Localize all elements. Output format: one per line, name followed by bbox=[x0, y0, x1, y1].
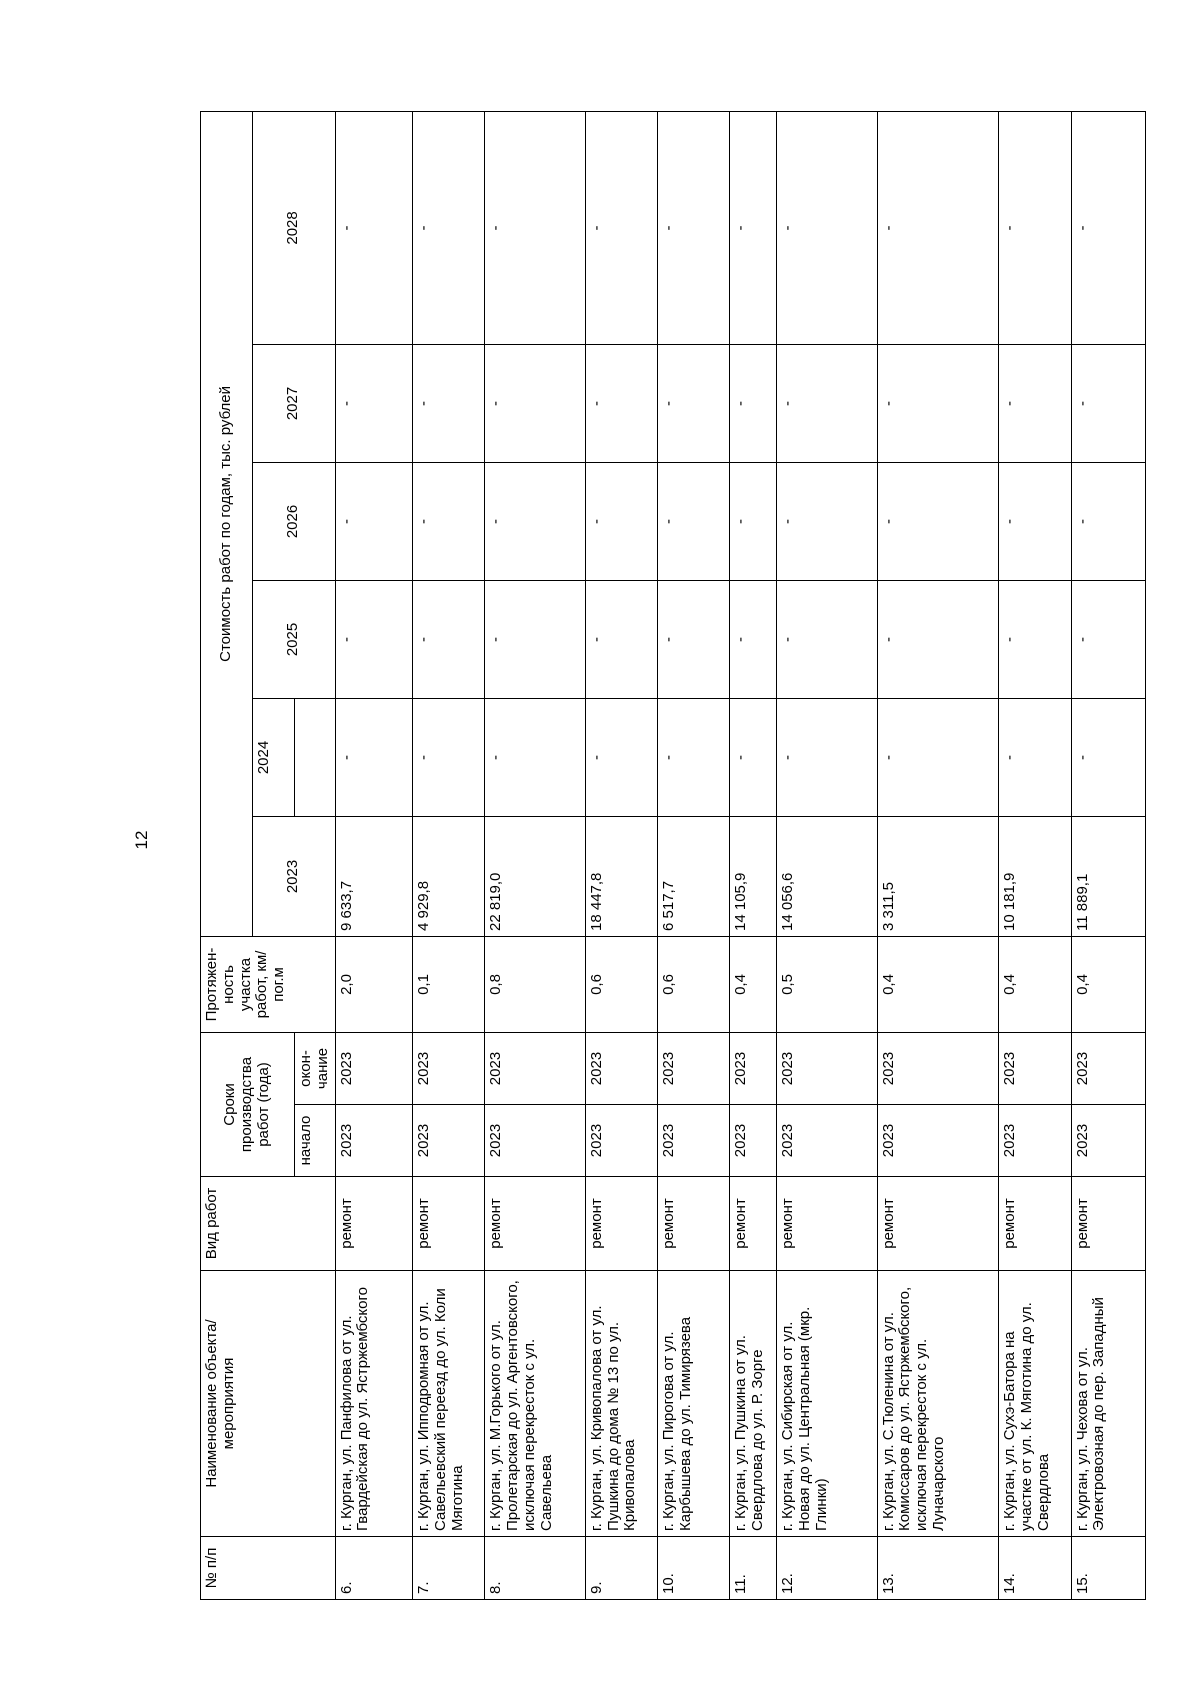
section-length: 0,4 bbox=[1071, 936, 1145, 1032]
section-length: 0,4 bbox=[730, 936, 777, 1032]
table-row bbox=[335, 111, 413, 1599]
cost-2027: - bbox=[657, 344, 729, 462]
cost-2024: - bbox=[485, 698, 585, 816]
work-type: ремонт bbox=[335, 1177, 413, 1271]
cost-2026: - bbox=[777, 462, 877, 580]
cost-2024: - bbox=[777, 698, 877, 816]
header-cost: Стоимость работ по годам, тыс. рублей bbox=[201, 111, 253, 936]
cost-2028: - bbox=[730, 111, 777, 344]
start-year: 2023 bbox=[1071, 1105, 1145, 1177]
row-number: 10. bbox=[657, 1537, 729, 1600]
cost-2025: - bbox=[485, 580, 585, 698]
cost-2025: - bbox=[335, 580, 413, 698]
object-name: г. Курган, ул. С.Тюленина от ул. Комиссаров до ул. Ястржембского, исключая перекресток с ул. Луначарского bbox=[877, 1271, 999, 1537]
header-num: № п/п bbox=[201, 1537, 336, 1600]
header-year-2025: 2025 bbox=[253, 580, 336, 698]
header-year-2026: 2026 bbox=[253, 462, 336, 580]
cost-2027: - bbox=[585, 344, 657, 462]
cost-2027: - bbox=[777, 344, 877, 462]
cost-2027: - bbox=[335, 344, 413, 462]
cost-2026: - bbox=[1071, 462, 1145, 580]
cost-2023: 6 517,7 bbox=[657, 816, 729, 936]
table-row bbox=[485, 111, 585, 1599]
work-type: ремонт bbox=[485, 1177, 585, 1271]
row-number: 7. bbox=[413, 1537, 485, 1600]
end-year: 2023 bbox=[730, 1032, 777, 1104]
row-number: 14. bbox=[999, 1537, 1071, 1600]
table-row bbox=[657, 111, 729, 1599]
cost-2023: 11 889,1 bbox=[1071, 816, 1145, 936]
start-year: 2023 bbox=[999, 1105, 1071, 1177]
cost-2025: - bbox=[730, 580, 777, 698]
section-length: 0,8 bbox=[485, 936, 585, 1032]
cost-2028: - bbox=[335, 111, 413, 344]
cost-2026: - bbox=[585, 462, 657, 580]
cost-2023: 4 929,8 bbox=[413, 816, 485, 936]
table-row bbox=[877, 111, 999, 1599]
cost-2023: 22 819,0 bbox=[485, 816, 585, 936]
object-name: г. Курган, ул. Сибирская от ул. Новая до ул. Центральная (мкр. Глинки) bbox=[777, 1271, 877, 1537]
header-start: начало bbox=[295, 1105, 336, 1177]
row-number: 13. bbox=[877, 1537, 999, 1600]
end-year: 2023 bbox=[1071, 1032, 1145, 1104]
table-row bbox=[1071, 111, 1145, 1599]
work-type: ремонт bbox=[999, 1177, 1071, 1271]
object-name: г. Курган, ул. М.Горького от ул. Пролетарская до ул. Аргентовского, исключая перекресток с ул. Савельева bbox=[485, 1271, 585, 1537]
cost-2026: - bbox=[999, 462, 1071, 580]
table-row bbox=[777, 111, 877, 1599]
cost-2025: - bbox=[585, 580, 657, 698]
start-year: 2023 bbox=[335, 1105, 413, 1177]
cost-2024: - bbox=[877, 698, 999, 816]
cost-2028: - bbox=[657, 111, 729, 344]
works-table bbox=[200, 111, 1146, 1600]
cost-2028: - bbox=[485, 111, 585, 344]
start-year: 2023 bbox=[777, 1105, 877, 1177]
table-row bbox=[585, 111, 657, 1599]
end-year: 2023 bbox=[485, 1032, 585, 1104]
cost-2024: - bbox=[999, 698, 1071, 816]
object-name: г. Курган, ул. Панфилова от ул. Гвардейская до ул. Ястржембского bbox=[335, 1271, 413, 1537]
header-year-2028: 2028 bbox=[253, 111, 336, 344]
cost-2023: 3 311,5 bbox=[877, 816, 999, 936]
end-year: 2023 bbox=[657, 1032, 729, 1104]
cost-2023: 14 056,6 bbox=[777, 816, 877, 936]
cost-2027: - bbox=[413, 344, 485, 462]
object-name: г. Курган, ул. Кривопалова от ул. Пушкина до дома № 13 по ул. Кривопалова bbox=[585, 1271, 657, 1537]
cost-2027: - bbox=[877, 344, 999, 462]
page-number: 12 bbox=[132, 830, 151, 850]
cost-2026: - bbox=[413, 462, 485, 580]
section-length: 2,0 bbox=[335, 936, 413, 1032]
section-length: 0,4 bbox=[999, 936, 1071, 1032]
work-type: ремонт bbox=[730, 1177, 777, 1271]
object-name: г. Курган, ул. Ипподромная от ул. Савельевский переезд до ул. Коли Мяготина bbox=[413, 1271, 485, 1537]
cost-2025: - bbox=[657, 580, 729, 698]
row-number: 9. bbox=[585, 1537, 657, 1600]
cost-2028: - bbox=[877, 111, 999, 344]
start-year: 2023 bbox=[485, 1105, 585, 1177]
cost-2025: - bbox=[999, 580, 1071, 698]
object-name: г. Курган, ул. Чехова от ул. Электровозная до пер. Западный bbox=[1071, 1271, 1145, 1537]
cost-2024: - bbox=[585, 698, 657, 816]
cost-2027: - bbox=[485, 344, 585, 462]
cost-2024: - bbox=[657, 698, 729, 816]
end-year: 2023 bbox=[877, 1032, 999, 1104]
cost-2024: - bbox=[1071, 698, 1145, 816]
cost-2028: - bbox=[413, 111, 485, 344]
start-year: 2023 bbox=[877, 1105, 999, 1177]
cost-2025: - bbox=[877, 580, 999, 698]
row-number: 15. bbox=[1071, 1537, 1145, 1600]
work-type: ремонт bbox=[1071, 1177, 1145, 1271]
start-year: 2023 bbox=[413, 1105, 485, 1177]
cost-2025: - bbox=[413, 580, 485, 698]
cost-2028: - bbox=[1071, 111, 1145, 344]
cost-2027: - bbox=[1071, 344, 1145, 462]
cost-2027: - bbox=[730, 344, 777, 462]
header-length: Протяжен-ность участка работ, км/пог.м bbox=[201, 936, 336, 1032]
row-number: 11. bbox=[730, 1537, 777, 1600]
header-work-type: Вид работ bbox=[201, 1177, 336, 1271]
row-number: 12. bbox=[777, 1537, 877, 1600]
section-length: 0,5 bbox=[777, 936, 877, 1032]
object-name: г. Курган, ул. Сухэ-Батора на участке от ул. К. Мяготина до ул. Свердлова bbox=[999, 1271, 1071, 1537]
end-year: 2023 bbox=[585, 1032, 657, 1104]
start-year: 2023 bbox=[730, 1105, 777, 1177]
table-row bbox=[730, 111, 777, 1599]
section-length: 0,1 bbox=[413, 936, 485, 1032]
object-name: г. Курган, ул. Пушкина от ул. Свердлова до ул. Р. Зорге bbox=[730, 1271, 777, 1537]
cost-2028: - bbox=[585, 111, 657, 344]
header-name: Наименование объекта/ мероприятия bbox=[201, 1271, 336, 1537]
cost-2028: - bbox=[777, 111, 877, 344]
cost-2023: 10 181,9 bbox=[999, 816, 1071, 936]
cost-2026: - bbox=[877, 462, 999, 580]
object-name: г. Курган, ул. Пирогова от ул. Карбышева до ул. Тимирязева bbox=[657, 1271, 729, 1537]
cost-2024: - bbox=[335, 698, 413, 816]
cost-2024: - bbox=[413, 698, 485, 816]
cost-2025: - bbox=[777, 580, 877, 698]
cost-2028: - bbox=[999, 111, 1071, 344]
row-number: 8. bbox=[485, 1537, 585, 1600]
section-length: 0,6 bbox=[657, 936, 729, 1032]
header-year-2024: 2024 bbox=[253, 698, 295, 816]
start-year: 2023 bbox=[585, 1105, 657, 1177]
work-type: ремонт bbox=[777, 1177, 877, 1271]
cost-2026: - bbox=[485, 462, 585, 580]
section-length: 0,4 bbox=[877, 936, 999, 1032]
work-type: ремонт bbox=[657, 1177, 729, 1271]
cost-2027: - bbox=[999, 344, 1071, 462]
row-number: 6. bbox=[335, 1537, 413, 1600]
work-type: ремонт bbox=[877, 1177, 999, 1271]
end-year: 2023 bbox=[777, 1032, 877, 1104]
end-year: 2023 bbox=[335, 1032, 413, 1104]
header-year-2024-lower bbox=[295, 698, 336, 816]
header-year-2023: 2023 bbox=[253, 816, 336, 936]
cost-2023: 14 105,9 bbox=[730, 816, 777, 936]
header-end: окон-чание bbox=[295, 1032, 336, 1104]
work-type: ремонт bbox=[413, 1177, 485, 1271]
table-row bbox=[413, 111, 485, 1599]
cost-2023: 18 447,8 bbox=[585, 816, 657, 936]
cost-2025: - bbox=[1071, 580, 1145, 698]
cost-2026: - bbox=[730, 462, 777, 580]
table-container bbox=[200, 112, 1146, 1600]
section-length: 0,6 bbox=[585, 936, 657, 1032]
cost-2024: - bbox=[730, 698, 777, 816]
header-year-2027: 2027 bbox=[253, 344, 336, 462]
table-body bbox=[335, 111, 1145, 1599]
cost-2026: - bbox=[657, 462, 729, 580]
table-row bbox=[999, 111, 1071, 1599]
work-type: ремонт bbox=[585, 1177, 657, 1271]
start-year: 2023 bbox=[657, 1105, 729, 1177]
table-header bbox=[201, 111, 336, 1599]
header-timing: Сроки производства работ (года) bbox=[201, 1032, 295, 1176]
end-year: 2023 bbox=[999, 1032, 1071, 1104]
cost-2023: 9 633,7 bbox=[335, 816, 413, 936]
end-year: 2023 bbox=[413, 1032, 485, 1104]
cost-2026: - bbox=[335, 462, 413, 580]
